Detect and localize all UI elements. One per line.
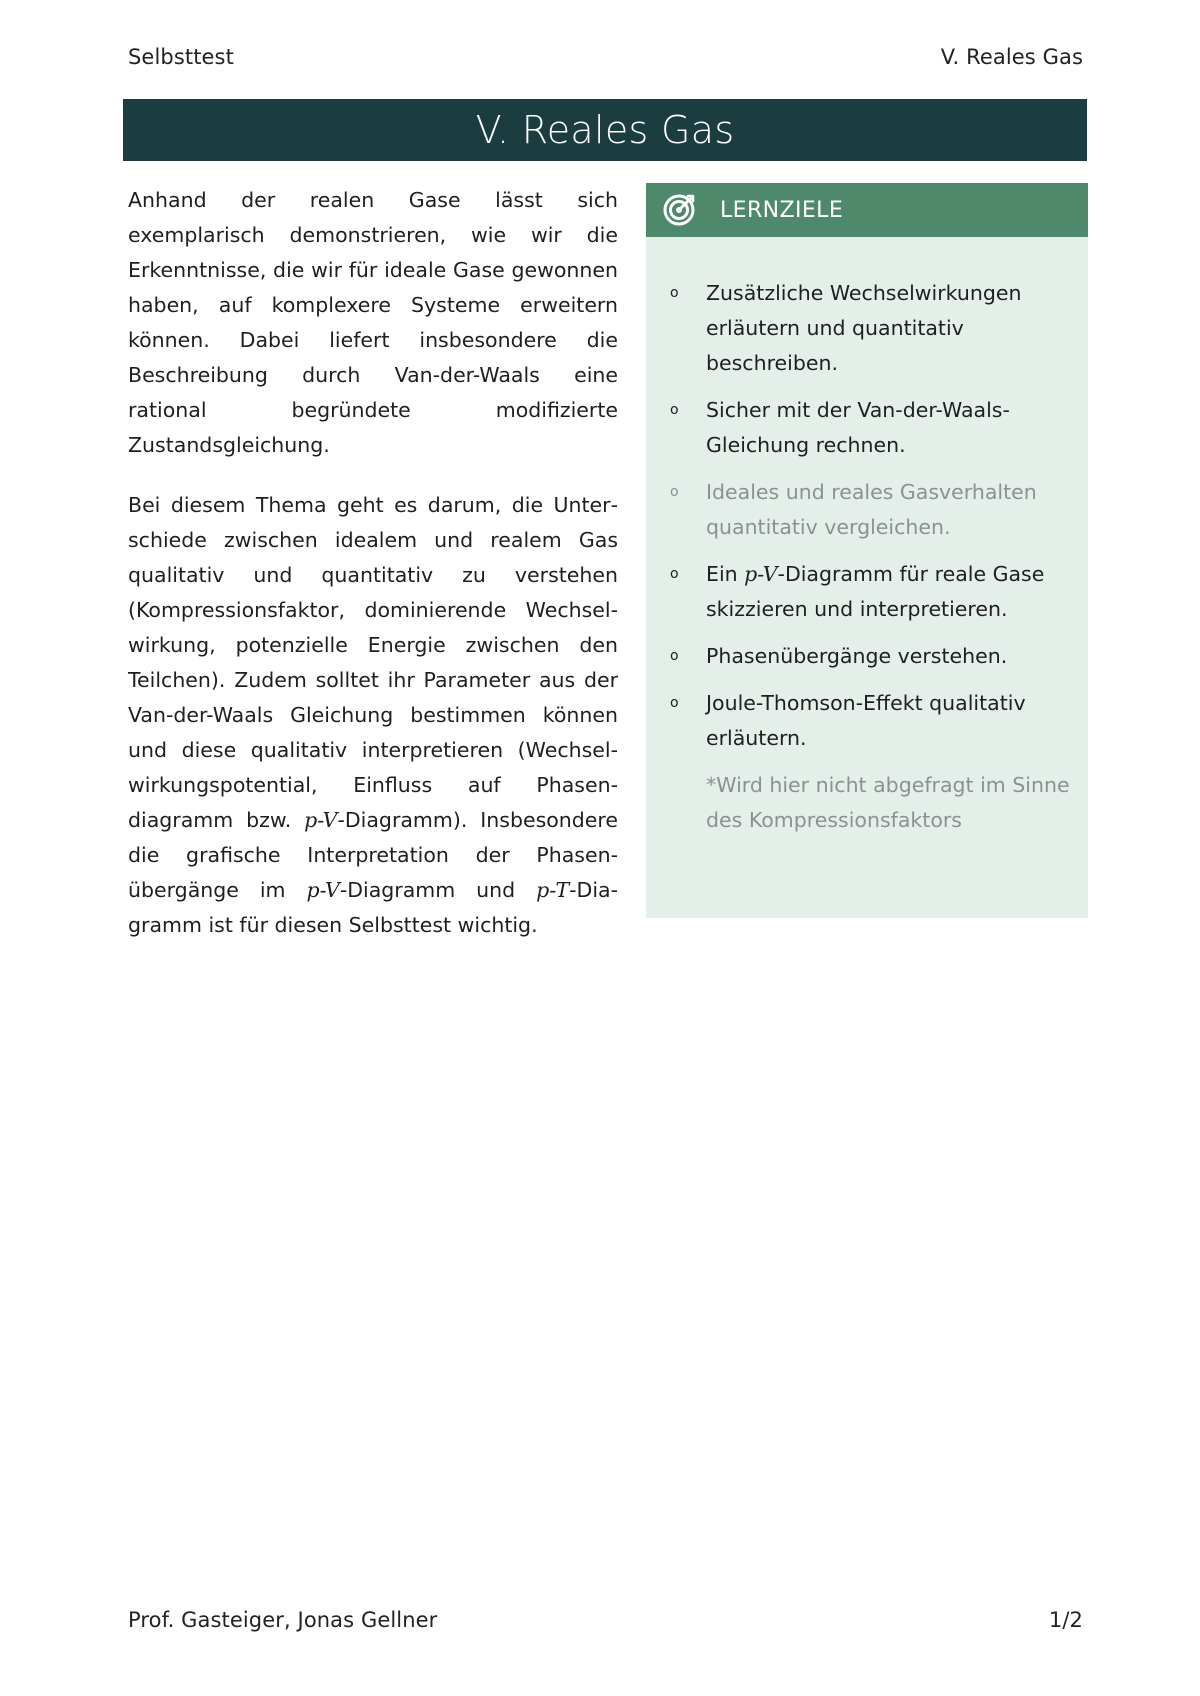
goal-item bbox=[670, 639, 1070, 674]
goal-text: Ideales und reales Gasverhalten quantitativ vergleichen. bbox=[706, 480, 1037, 539]
intro-text bbox=[128, 183, 618, 968]
page-title: V. Reales Gas bbox=[123, 99, 1087, 161]
goal-text: Phasenübergänge verstehen. bbox=[706, 644, 1008, 668]
target-icon bbox=[662, 193, 696, 227]
math-p-v: p-V bbox=[304, 808, 338, 832]
goal-text: Zusätzliche Wechselwirkungen erläutern und quantitativ beschreiben. bbox=[706, 281, 1022, 375]
math-p-t: p-T bbox=[536, 878, 570, 902]
goal-text bbox=[706, 562, 1044, 621]
goal-text-segment: Ein bbox=[706, 562, 745, 586]
running-header-right: V. Reales Gas bbox=[940, 45, 1083, 69]
footer-authors: Prof. Gasteiger, Jonas Gellner bbox=[128, 1608, 438, 1632]
intro-paragraph-1: Anhand der realen Gase lässt sich exemplarisch demonstrieren, wie wir die Erkenntnisse, die wir für ideale Gase gewonnen haben, auf komplexere Systeme erweitern können. Dabei liefert insbesondere die Beschreibung durch Van-der-Waals eine rational begründete modifizierte Zustandsgleichung. bbox=[128, 188, 618, 457]
math-p-v: p-V bbox=[744, 562, 778, 586]
lernziele-box bbox=[646, 183, 1088, 918]
goals-list bbox=[670, 276, 1070, 838]
bullet-marker: o bbox=[670, 566, 679, 582]
math-p-v: p-V bbox=[306, 878, 340, 902]
goal-text: Sicher mit der Van-der-Waals-Gleichung rechnen. bbox=[706, 398, 1010, 457]
bullet-marker: o bbox=[670, 695, 679, 711]
intro-text-segment: -Diagramm). Insbesondere die grafische Interpretation der Phasenübergänge im bbox=[128, 808, 619, 902]
intro-paragraph-2 bbox=[128, 488, 618, 943]
goal-item bbox=[670, 393, 1070, 463]
bullet-marker: o bbox=[670, 285, 679, 301]
page-number: 1/2 bbox=[1048, 1608, 1083, 1632]
bullet-marker: o bbox=[670, 648, 679, 664]
goal-text: Joule-Thomson-Effekt qualitativ erläutern. bbox=[706, 691, 1026, 750]
bullet-marker: o bbox=[670, 402, 679, 418]
goal-item-muted bbox=[670, 475, 1070, 545]
goal-item bbox=[670, 686, 1070, 756]
lernziele-title: LERNZIELE bbox=[720, 197, 844, 223]
goal-item bbox=[670, 276, 1070, 381]
bullet-marker: o bbox=[670, 484, 679, 500]
intro-text-segment: -Diagramm und bbox=[339, 878, 537, 902]
goal-item bbox=[670, 557, 1070, 627]
intro-text-segment: Bei diesem Thema geht es darum, die Unterschiede zwischen idealem und realem Gas qualitativ und quantitativ zu verstehen (Kompressionsfaktor, dominierende Wechselwirkung, potenzielle Energie zwischen den Teilchen). Zudem solltet ihr Parameter aus der Van-der-Waals Gleichung bestimmen können und diese qualitativ interpretieren (Wechselwirkungspotential, Einfluss auf Phasendiagramm bzw. bbox=[128, 493, 618, 832]
running-header-left: Selbsttest bbox=[128, 45, 234, 69]
intro-text-segment: -Diagramm ist für diesen Selbsttest wichtig. bbox=[128, 878, 618, 937]
goal-text-segment: -Diagramm für reale Gase skizzieren und interpretieren. bbox=[706, 562, 1045, 621]
goal-footnote: *Wird hier nicht abgefragt im Sinne des Kompressionsfaktors bbox=[706, 773, 1070, 832]
lernziele-header bbox=[646, 183, 1088, 237]
